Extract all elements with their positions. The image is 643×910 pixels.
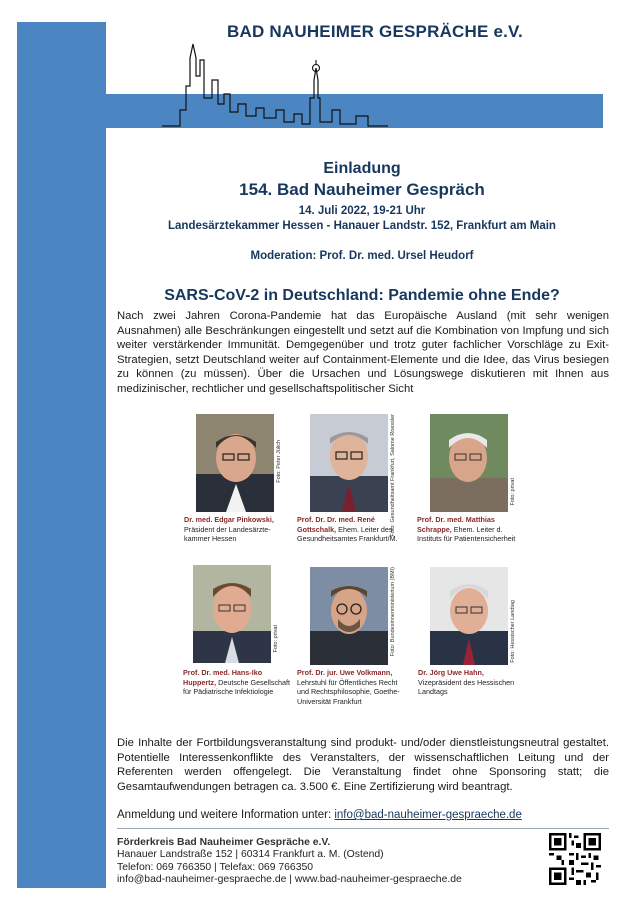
footer-web: info@bad-nauheimer-gespraeche.de | www.bad-nauheimer-gespraeche.de (117, 873, 462, 885)
footer-phone: Telefon: 069 766350 | Telefax: 069 766350 (117, 861, 314, 873)
photo-credit: Foto: Gesundheitsamt Frankfurt, Salome Roessler (390, 414, 396, 537)
speaker-role: Deutsche Gesellschaft für Pädiatrische Infektiologie (183, 677, 291, 697)
speaker-photo (430, 414, 508, 512)
speaker-photo (310, 567, 388, 665)
speaker-caption (183, 668, 293, 697)
org-title: BAD NAUHEIMER GESPRÄCHE e.V. (227, 22, 523, 41)
frankfurt-skyline-icon (160, 38, 390, 130)
disclaimer-text: Die Inhalte der Fortbildungsveranstaltung sind produkt- und/oder dienstleistungsneutral gestaltet. Potentielle Interessenkonflikte des Veranstalters, der wissenschaftlichen Leitung und der Referenten werden offengelegt. Die Veranstaltung findet ohne Sponsoring statt; die Gesamtaufwendungen betragen ca. 3.500 €. Eine Zertifizierung wird beantragt. (117, 737, 609, 793)
speaker-role: Ehem. Leiter d. Instituts für Patientensicherheit (417, 524, 516, 544)
photo-credit: Foto: Peter Jülich (276, 440, 282, 483)
speaker-role: Ehem. Leiter des Gesundheitsamtes Frankfurt/M. (297, 524, 398, 544)
speaker-name: Prof. Dr. med. Hans-Iko Huppertz, (183, 668, 263, 687)
speaker-name: Prof. Dr. Dr. med. René Gottschalk, (297, 515, 375, 534)
speaker-role: Präsident der Landesärzte-kammer Hessen (184, 524, 271, 544)
registration-line (117, 809, 522, 821)
speaker-photo (430, 567, 508, 665)
left-accent-bar (17, 22, 106, 888)
speaker-photo (196, 414, 274, 512)
event-date: 14. Juli 2022, 19-21 Uhr (298, 205, 426, 217)
footer-divider (117, 828, 609, 829)
invitation-label: Einladung (323, 160, 401, 177)
photo-credit: Foto: Hessischer Landtag (510, 600, 516, 663)
speaker-name: Prof. Dr. med. Matthias Schrappe, (417, 515, 495, 534)
footer (117, 837, 462, 886)
event-title: 154. Bad Nauheimer Gespräch (239, 180, 485, 199)
event-venue: Landesärztekammer Hessen - Hanauer Landstr. 152, Frankfurt am Main (168, 220, 556, 232)
footer-title: Förderkreis Bad Nauheimer Gespräche e.V. (117, 837, 331, 848)
speaker-caption (418, 668, 520, 697)
speaker-caption (184, 515, 294, 544)
speaker-name: Prof. Dr. jur. Uwe Volkmann, (297, 668, 393, 677)
registration-email-link[interactable]: info@bad-nauheimer-gespraeche.de (334, 809, 522, 821)
registration-text: Anmeldung und weitere Information unter: (117, 809, 335, 821)
speaker-caption (417, 515, 517, 544)
speaker-caption (297, 668, 407, 706)
speaker-name: Dr. Jörg Uwe Hahn, (418, 668, 484, 677)
speaker-photo (193, 565, 271, 663)
topic-intro: Nach zwei Jahren Corona-Pandemie hat das Europäische Ausland (mit sehr wenigen Ausnahmen) alle Beschränkungen eingestellt und setzt auf die Kombination von Impfung und sich weiter verstärkender Immunität. Demgegenüber und trotz guter fachlicher Vorschläge zu Exit-Strategien, setzt Deutschland weiter auf Containment-Elemente und die Idee, das Virus besiegen zu können (zu müssen). Über die Ursachen und Lösungswege diskutieren mit Ihnen aus medizinischer, rechtlicher und gesellschaftspolitischer Sicht (117, 310, 609, 395)
speaker-photo (310, 414, 388, 512)
speaker-role: Vizepräsident des Hessischen Landtags (418, 677, 515, 697)
speaker-name: Dr. med. Edgar Pinkowski, (184, 515, 274, 524)
topic-title: SARS-CoV-2 in Deutschland: Pandemie ohne Ende? (164, 287, 560, 304)
photo-credit: Foto: privat (510, 478, 516, 506)
qr-code-icon[interactable] (549, 833, 601, 885)
footer-address: Hanauer Landstraße 152 | 60314 Frankfurt a. M. (Ostend) (117, 849, 384, 861)
speaker-role: Lehrstuhl für Öffentliches Recht und Rechtsphilosophie, Goethe-Universität Frankfurt (297, 677, 400, 706)
photo-credit: Foto: Bundesinnenministerium (BMI) (390, 567, 396, 657)
photo-credit: Foto: privat (273, 625, 279, 653)
moderation-line: Moderation: Prof. Dr. med. Ursel Heudorf (250, 250, 474, 262)
speaker-caption (297, 515, 409, 544)
